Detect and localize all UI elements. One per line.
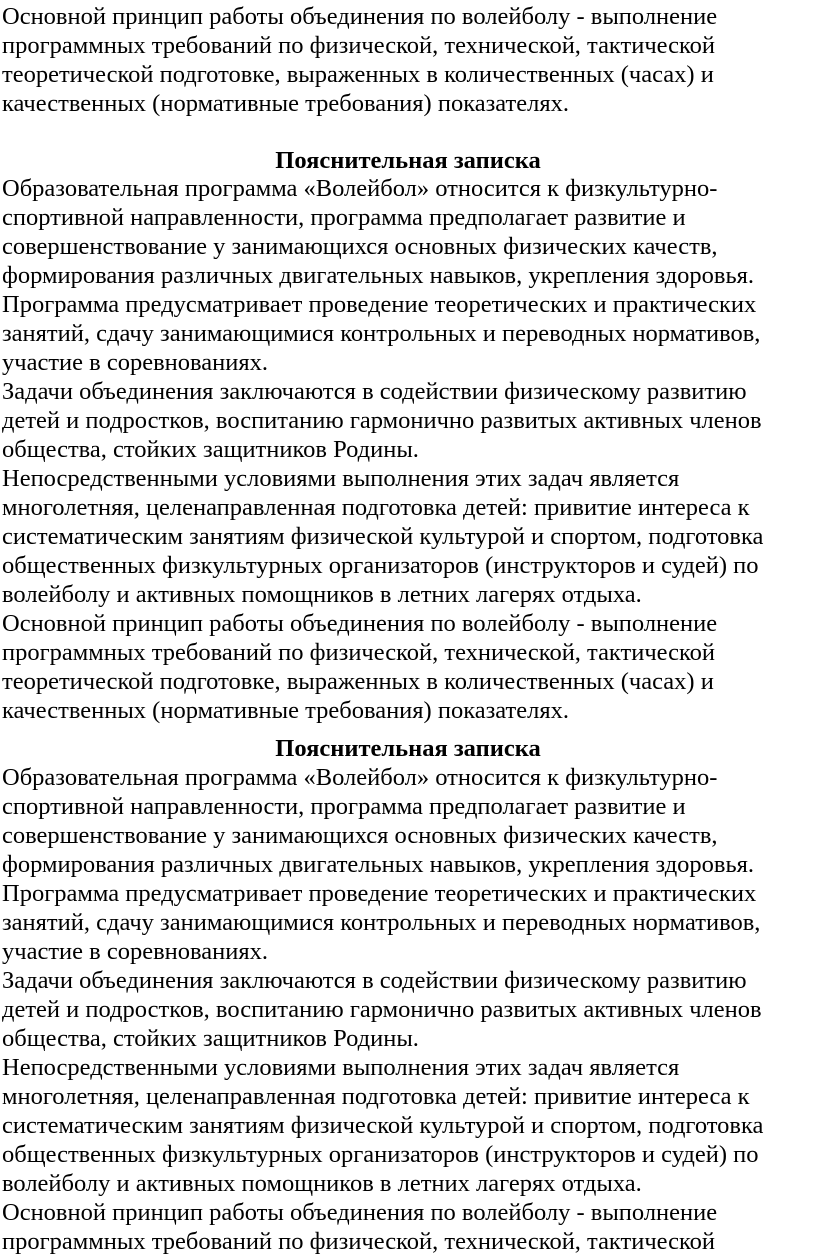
text-line: Основной принцип работы объединения по волейболу - выполнение: [2, 610, 718, 637]
text-line: общественных физкультурных организаторов (инструкторов и судей) по: [2, 1141, 759, 1168]
text-line: участие в соревнованиях.: [2, 349, 268, 376]
text-line: многолетняя, целенаправленная подготовка детей: привитие интереса к: [2, 1083, 750, 1110]
section-heading: Пояснительная записка: [275, 147, 541, 174]
text-line: участие в соревнованиях.: [2, 938, 268, 965]
text-line: Непосредственными условиями выполнения этих задач является: [2, 465, 680, 492]
text-line: совершенствование у занимающихся основных физических качеств,: [2, 233, 718, 260]
text-line: детей и подростков, воспитанию гармонично развитых активных членов: [2, 407, 762, 434]
text-line: Программа предусматривает проведение теоретических и практических: [2, 880, 757, 907]
text-line: формирования различных двигательных навыков, укрепления здоровья.: [2, 851, 755, 878]
text-line: занятий, сдачу занимающимися контрольных и переводных нормативов,: [2, 909, 761, 936]
text-line: волейболу и активных помощников в летних лагерях отдыха.: [2, 581, 642, 608]
text-line: программных требований по физической, технической, тактической: [2, 639, 716, 666]
text-line: спортивной направленности, программа предполагает развитие и: [2, 204, 686, 231]
text-line: систематическим занятиям физической культурой и спортом, подготовка: [2, 523, 764, 550]
text-line: формирования различных двигательных навыков, укрепления здоровья.: [2, 262, 755, 289]
text-line: программных требований по физической, технической, тактической: [2, 32, 716, 59]
text-line: теоретической подготовке, выраженных в количественных (часах) и: [2, 668, 714, 695]
text-line: Основной принцип работы объединения по волейболу - выполнение: [2, 1199, 718, 1226]
text-line: Задачи объединения заключаются в содействии физическому развитию: [2, 967, 747, 994]
text-line: многолетняя, целенаправленная подготовка детей: привитие интереса к: [2, 494, 750, 521]
text-line: совершенствование у занимающихся основных физических качеств,: [2, 822, 718, 849]
text-line: теоретической подготовке, выраженных в количественных (часах) и: [2, 61, 714, 88]
text-line: общественных физкультурных организаторов (инструкторов и судей) по: [2, 552, 759, 579]
text-line: систематическим занятиям физической культурой и спортом, подготовка: [2, 1112, 764, 1139]
section-heading: Пояснительная записка: [275, 735, 541, 762]
text-line: общества, стойких защитников Родины.: [2, 1025, 419, 1052]
text-line: общества, стойких защитников Родины.: [2, 436, 419, 463]
text-line: качественных (нормативные требования) показателях.: [2, 90, 569, 117]
text-line: Образовательная программа «Волейбол» относится к физкультурно-: [2, 175, 718, 202]
text-line: качественных (нормативные требования) показателях.: [2, 697, 569, 724]
text-line: Непосредственными условиями выполнения этих задач является: [2, 1054, 680, 1081]
text-line: занятий, сдачу занимающимися контрольных и переводных нормативов,: [2, 320, 761, 347]
text-line: волейболу и активных помощников в летних лагерях отдыха.: [2, 1170, 642, 1197]
text-line: спортивной направленности, программа предполагает развитие и: [2, 793, 686, 820]
text-line: Основной принцип работы объединения по волейболу - выполнение: [2, 3, 718, 30]
text-line: программных требований по физической, технической, тактической: [2, 1228, 716, 1255]
text-line: Задачи объединения заключаются в содействии физическому развитию: [2, 378, 747, 405]
text-line: Программа предусматривает проведение теоретических и практических: [2, 291, 757, 318]
text-line: Образовательная программа «Волейбол» относится к физкультурно-: [2, 764, 718, 791]
text-line: детей и подростков, воспитанию гармонично развитых активных членов: [2, 996, 762, 1023]
